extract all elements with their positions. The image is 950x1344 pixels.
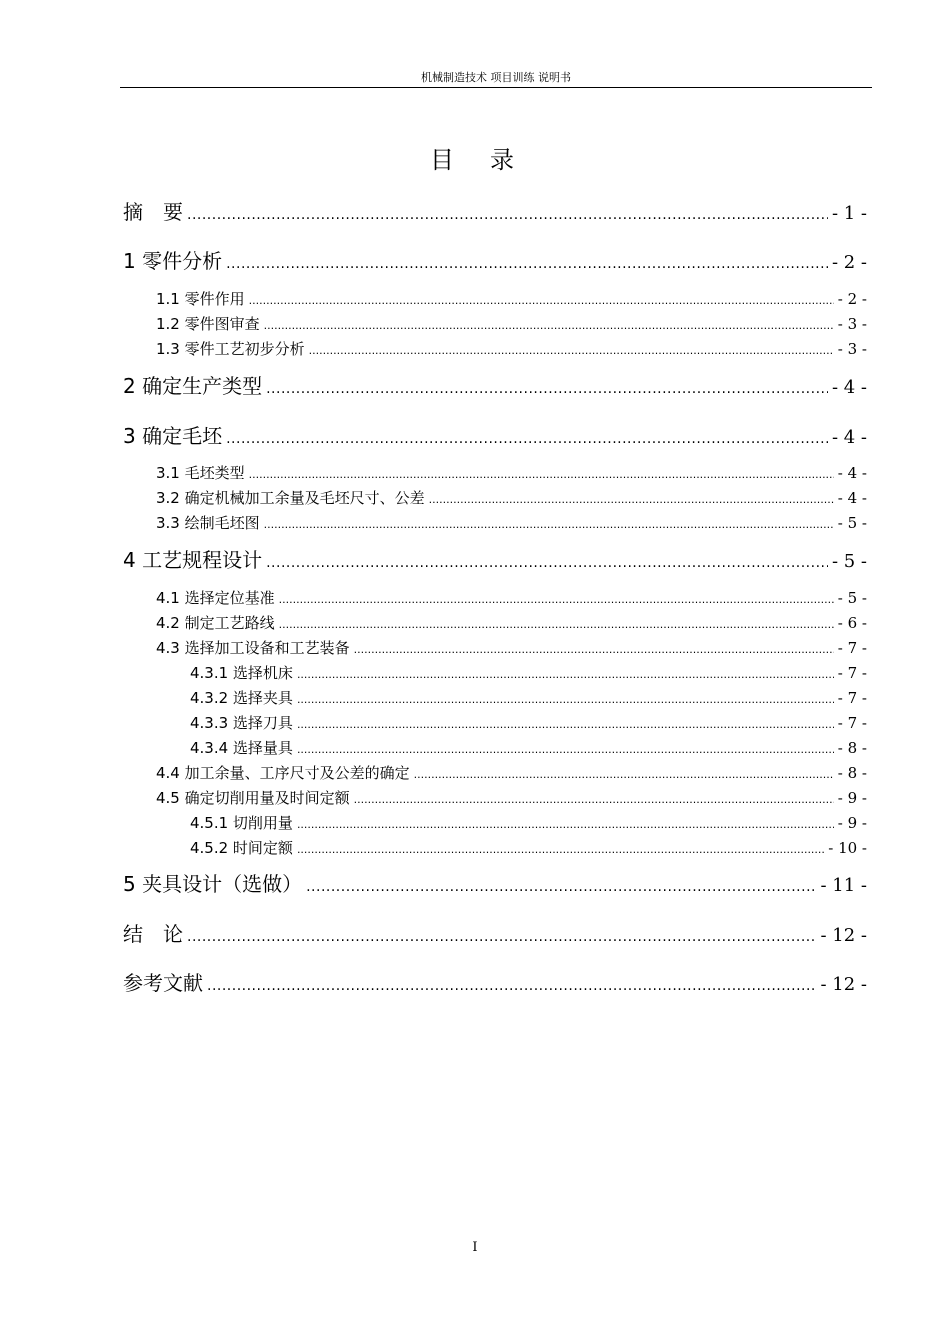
toc-label: 4.2 制定工艺路线 (156, 614, 275, 632)
toc-leader (266, 555, 828, 571)
page-number: I (472, 1240, 478, 1255)
toc-label: 4.3 选择加工设备和工艺装备 (156, 639, 350, 657)
toc-page: - 3 - (837, 315, 867, 333)
toc-leader (266, 381, 828, 397)
toc-page: - 4 - (831, 377, 867, 398)
toc-entry-5[interactable] (123, 868, 867, 897)
toc-leader (226, 431, 828, 447)
toc-page: - 9 - (837, 814, 867, 832)
toc-page: - 5 - (831, 551, 867, 572)
toc-leader (297, 718, 834, 731)
toc-page: - 10 - (828, 839, 867, 857)
toc-label: 1.3 零件工艺初步分析 (156, 340, 305, 358)
toc-leader (309, 344, 834, 357)
toc-entry-4-3[interactable] (156, 637, 867, 658)
toc-label: 4.1 选择定位基准 (156, 589, 275, 607)
toc-leader (306, 879, 816, 895)
toc-page: - 8 - (837, 764, 867, 782)
toc-entry-3[interactable] (123, 420, 867, 449)
toc-leader (354, 793, 834, 806)
page-title: 目 录 (430, 146, 520, 174)
toc-label: 摘 要 (123, 200, 183, 224)
toc-entry-4-3-2[interactable] (190, 687, 867, 708)
toc-page: - 2 - (837, 290, 867, 308)
toc-leader (429, 493, 834, 506)
toc-leader (279, 593, 834, 606)
toc-entry-4-4[interactable] (156, 762, 867, 783)
toc-entry-conclusion[interactable] (123, 918, 867, 947)
toc-page: - 6 - (837, 614, 867, 632)
toc-entry-1-3[interactable] (156, 338, 867, 359)
toc-page: - 4 - (831, 427, 867, 448)
toc-leader (354, 643, 834, 656)
toc-label: 3.3 绘制毛坯图 (156, 514, 260, 532)
toc-leader (264, 518, 834, 531)
toc-entry-abstract[interactable] (123, 196, 867, 225)
toc-entry-4[interactable] (123, 544, 867, 573)
toc-entry-4-2[interactable] (156, 612, 867, 633)
toc-label: 4.3.1 选择机床 (190, 664, 293, 682)
toc-label: 1.1 零件作用 (156, 290, 245, 308)
toc-label: 5 夹具设计（选做） (123, 872, 303, 896)
toc-leader (264, 319, 834, 332)
toc-label: 1.2 零件图审查 (156, 315, 260, 333)
toc-label: 参考文献 (123, 971, 203, 995)
toc-entry-1-1[interactable] (156, 288, 867, 309)
toc-entry-references[interactable] (123, 967, 867, 996)
toc-entry-1-2[interactable] (156, 313, 867, 334)
toc-leader (297, 743, 834, 756)
toc-entry-3-2[interactable] (156, 487, 867, 508)
toc-entry-4-5-1[interactable] (190, 812, 867, 833)
toc-leader (249, 294, 834, 307)
toc-leader (249, 468, 834, 481)
toc-label: 4.5 确定切削用量及时间定额 (156, 789, 350, 807)
toc-entry-4-5-2[interactable] (190, 837, 867, 858)
toc-page: - 11 - (820, 875, 867, 896)
toc-entry-4-3-4[interactable] (190, 737, 867, 758)
toc-leader (297, 693, 834, 706)
toc-leader (187, 207, 828, 223)
toc-label: 3 确定毛坯 (123, 424, 223, 448)
toc-page: - 7 - (837, 714, 867, 732)
toc-page: - 12 - (820, 974, 867, 995)
toc-leader (297, 818, 834, 831)
toc-page: - 1 - (831, 203, 867, 224)
toc-entry-4-1[interactable] (156, 587, 867, 608)
toc-leader (226, 256, 828, 272)
toc-entry-3-3[interactable] (156, 512, 867, 533)
toc-leader (279, 618, 834, 631)
toc-page: - 4 - (837, 464, 867, 482)
toc-page: - 2 - (831, 252, 867, 273)
toc-leader (297, 843, 824, 856)
toc-page: - 7 - (837, 664, 867, 682)
toc-label: 2 确定生产类型 (123, 374, 263, 398)
toc-entry-4-3-1[interactable] (190, 662, 867, 683)
toc-leader (297, 668, 834, 681)
toc-label: 4 工艺规程设计 (123, 548, 263, 572)
toc-page: - 8 - (837, 739, 867, 757)
toc-page: - 12 - (820, 925, 867, 946)
toc-page: - 9 - (837, 789, 867, 807)
toc-entry-2[interactable] (123, 370, 867, 399)
toc-label: 3.1 毛坯类型 (156, 464, 245, 482)
running-header: 机械制造技术 项目训练 说明书 (120, 70, 872, 88)
toc-leader (207, 978, 816, 994)
toc-label: 4.3.4 选择量具 (190, 739, 293, 757)
toc-page: - 5 - (837, 589, 867, 607)
toc-page: - 4 - (837, 489, 867, 507)
toc-entry-3-1[interactable] (156, 462, 867, 483)
toc-page: - 7 - (837, 639, 867, 657)
toc-page: - 3 - (837, 340, 867, 358)
toc-label: 结 论 (123, 922, 183, 946)
toc-entry-1[interactable] (123, 245, 867, 274)
toc-page: - 5 - (837, 514, 867, 532)
toc-label: 4.3.2 选择夹具 (190, 689, 293, 707)
toc-entry-4-5[interactable] (156, 787, 867, 808)
toc-label: 3.2 确定机械加工余量及毛坯尺寸、公差 (156, 489, 425, 507)
toc-leader (187, 929, 816, 945)
toc-label: 4.4 加工余量、工序尺寸及公差的确定 (156, 764, 410, 782)
toc-label: 1 零件分析 (123, 249, 223, 273)
toc-leader (414, 768, 834, 781)
toc-page: - 7 - (837, 689, 867, 707)
toc-label: 4.3.3 选择刀具 (190, 714, 293, 732)
toc-entry-4-3-3[interactable] (190, 712, 867, 733)
toc-label: 4.5.1 切削用量 (190, 814, 293, 832)
toc-label: 4.5.2 时间定额 (190, 839, 293, 857)
